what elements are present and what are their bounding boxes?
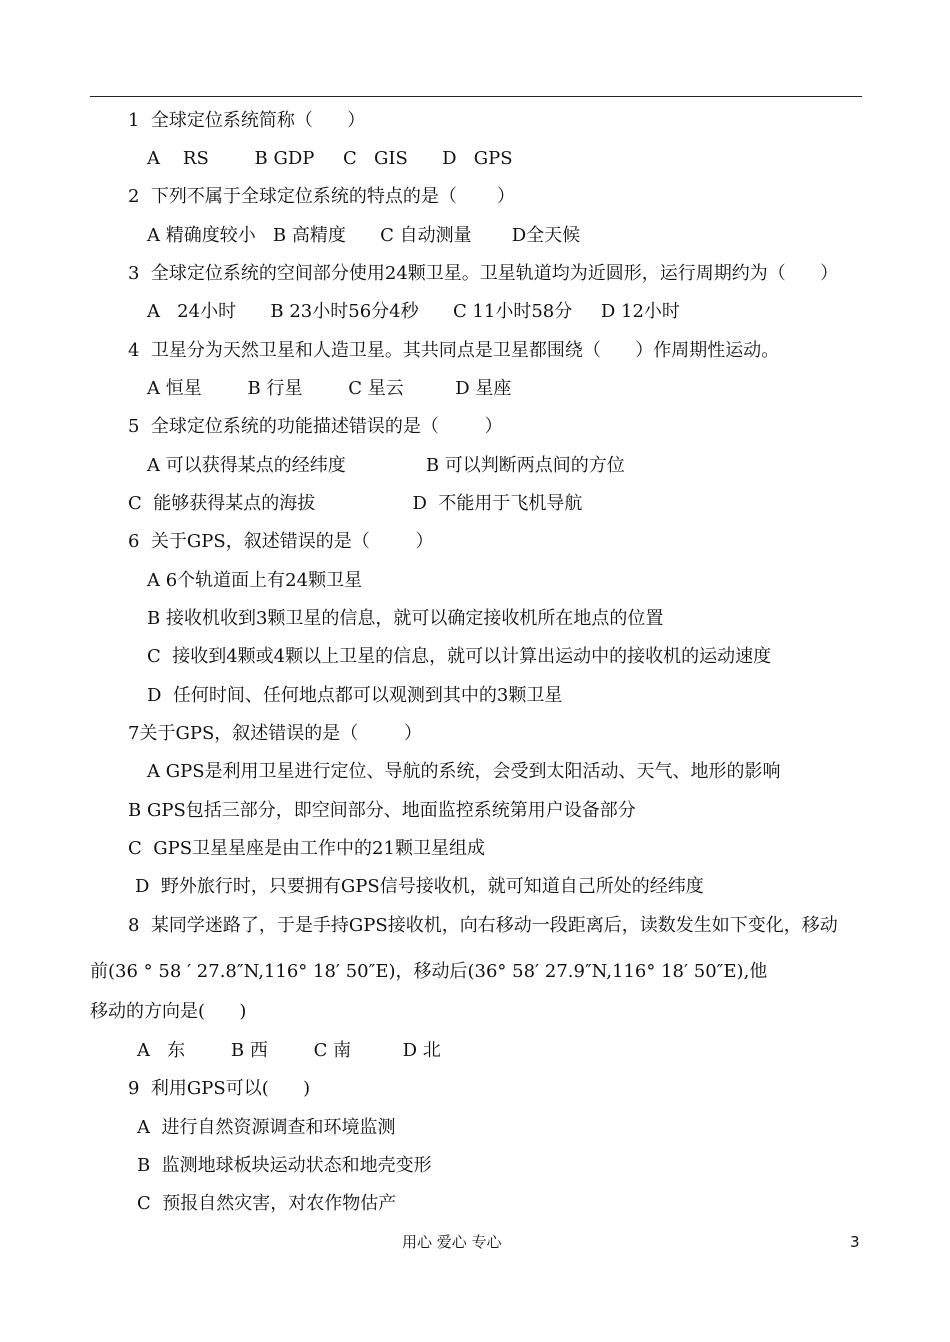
q6-option-b: B 接收机收到3颗卫星的信息，就可以确定接收机所在地点的位置 bbox=[147, 608, 664, 629]
q6-option-c: C 接收到4颗或4颗以上卫星的信息，就可以计算出运动中的接收机的运动速度 bbox=[147, 646, 772, 667]
q6-stem: 6 关于GPS，叙述错误的是（ ） bbox=[128, 531, 434, 552]
q7-option-a: A GPS是利用卫星进行定位、导航的系统，会受到太阳活动、天气、地形的影响 bbox=[147, 761, 781, 782]
q8-stem-line2: 前(36 ° 58 ′ 27.8″N,116° 18′ 50″E)，移动后(36° 58′ 27.9″N,116° 18′ 50″E),他 bbox=[90, 961, 768, 982]
q6-option-a: A 6个轨道面上有24颗卫星 bbox=[147, 570, 363, 591]
q5-options-ab: A 可以获得某点的经纬度 B 可以判断两点间的方位 bbox=[147, 455, 625, 476]
q7-option-c: C GPS卫星星座是由工作中的21颗卫星组成 bbox=[128, 838, 485, 859]
q6-option-d: D 任何时间、任何地点都可以观测到其中的3颗卫星 bbox=[147, 685, 563, 706]
q9-option-c: C 预报自然灾害，对农作物估产 bbox=[137, 1193, 397, 1214]
q8-stem-line3: 移动的方向是( ) bbox=[90, 1001, 247, 1022]
q8-options: A 东 B 西 C 南 D 北 bbox=[137, 1040, 441, 1061]
q9-option-a: A 进行自然资源调查和环境监测 bbox=[137, 1117, 396, 1138]
q1-options: A RS B GDP C GIS D GPS bbox=[147, 148, 513, 169]
q7-stem: 7关于GPS，叙述错误的是（ ） bbox=[128, 723, 423, 744]
q7-option-d: D 野外旅行时，只要拥有GPS信号接收机，就可知道自己所处的经纬度 bbox=[135, 876, 704, 897]
header-rule bbox=[90, 96, 862, 97]
q9-option-b: B 监测地球板块运动状态和地壳变形 bbox=[137, 1155, 432, 1176]
q2-options: A 精确度较小 B 高精度 C 自动测量 D全天候 bbox=[147, 225, 581, 246]
q4-options: A 恒星 B 行星 C 星云 D 星座 bbox=[147, 378, 512, 399]
q1-stem: 1 全球定位系统简称（ ） bbox=[128, 110, 366, 131]
q5-options-cd: C 能够获得某点的海拔 D 不能用于飞机导航 bbox=[128, 493, 583, 514]
q8-stem-line1: 8 某同学迷路了，于是手持GPS接收机，向右移动一段距离后，读数发生如下变化，移动 bbox=[128, 915, 838, 936]
q4-stem: 4 卫星分为天然卫星和人造卫星。其共同点是卫星都围绕（ ）作周期性运动。 bbox=[128, 340, 780, 361]
q3-stem: 3 全球定位系统的空间部分使用24颗卫星。卫星轨道均为近圆形，运行周期约为（ ） bbox=[128, 263, 839, 284]
q2-stem: 2 下列不属于全球定位系统的特点的是（ ） bbox=[128, 186, 515, 207]
q9-stem: 9 利用GPS可以( ) bbox=[128, 1078, 311, 1099]
q3-options: A 24小时 B 23小时56分4秒 C 11小时58分 D 12小时 bbox=[147, 301, 680, 322]
page-number: 3 bbox=[850, 1233, 860, 1251]
q7-option-b: B GPS包括三部分，即空间部分、地面监控系统第用户设备部分 bbox=[128, 800, 636, 821]
footer-slogan: 用心 爱心 专心 bbox=[402, 1233, 502, 1251]
q5-stem: 5 全球定位系统的功能描述错误的是（ ） bbox=[128, 416, 503, 437]
